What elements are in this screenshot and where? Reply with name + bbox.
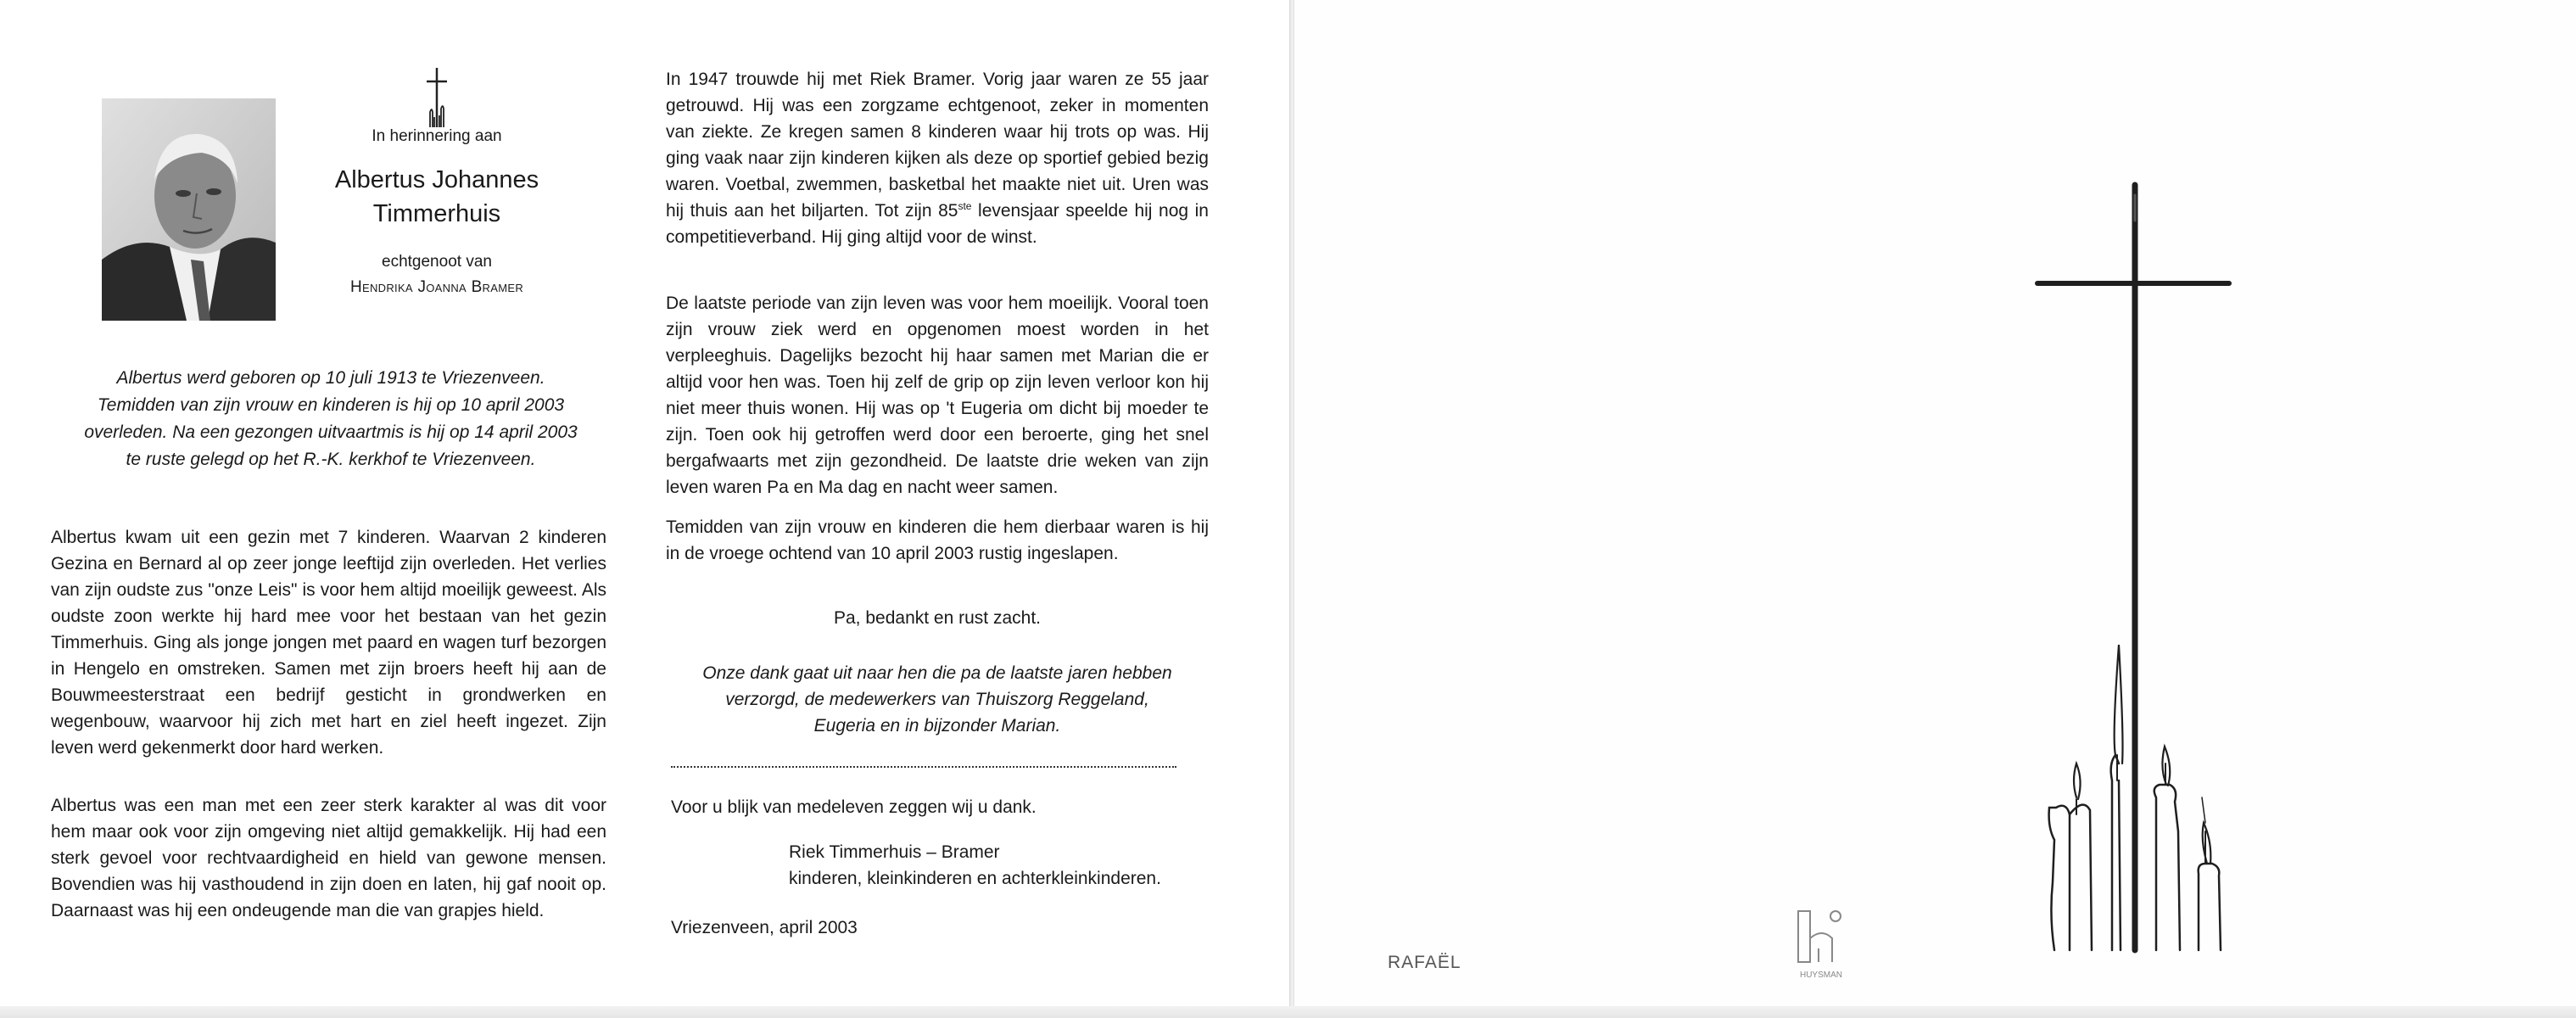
intro-line: Temidden van zijn vrouw en kinderen is hij op 10 april 2003	[97, 395, 565, 415]
left-column	[42, 0, 606, 1001]
card-bottom-edge	[0, 1006, 2576, 1018]
gratitude-italic	[679, 660, 1196, 739]
biography-paragraph-3	[666, 66, 1209, 250]
portrait-photo	[102, 98, 276, 321]
sympathy-thanks: Voor u blijk van medeleven zeggen wij u dank.	[671, 797, 1037, 817]
intro-italic	[59, 365, 602, 473]
paragraph-text-part: In 1947 trouwde hij met Riek Bramer. Vorig jaar waren ze 55 jaar getrouwd. Hij was een zorgzame echtgenoot, zeker in momenten van ziekte. Ze kregen samen 8 kinderen waar hij trots op was. Hij ging vaak naar zijn kinderen kijken als deze op sportief gebied bezig waren. Voetbal, zwemmen, basketbal het maakte niet uit. Uren was hij thuis aan het biljarten. Tot zijn 85	[666, 70, 1209, 221]
cross-and-candles-illustration	[2024, 170, 2244, 959]
gratitude-line: verzorgd, de medewerkers van Thuiszorg Reggeland,	[725, 690, 1149, 709]
spouse-label: echtgenoot van	[382, 253, 492, 271]
deceased-name-line1: Albertus Johannes	[334, 166, 539, 193]
ordinal-suffix: ste	[958, 200, 972, 212]
spouse-name: Hendrika Joanna Bramer	[349, 278, 524, 296]
signer-line: kinderen, kleinkinderen en achterkleinkinderen.	[789, 869, 1161, 888]
family-signature	[789, 839, 1161, 892]
cross-icon	[420, 68, 454, 129]
paragraph-text: Albertus kwam uit een gezin met 7 kinderen. Waarvan 2 kinderen Gezina en Bernard al op zeer jonge leeftijd zijn overleden. Het verlies van zijn oudste zus "onze Leis" is voor hem altijd moeilijk geweest. Als oudste zoon werkte hij hard mee voor het bestaan van het gezin Timmerhuis. Ging als jonge jongen met paard en wagen turf bezorgen in Hengelo en omstreken. Samen met zijn broers heeft hij aan de Bouwmeesterstraat een bedrijf gesticht in grondwerken en wegenbouw, waarvoor hij zich met hart en ziel heeft ingezet. Zijn leven werd gekenmerkt door hard werken.	[51, 528, 606, 758]
intro-line: Albertus werd geboren op 10 juli 1913 te Vriezenveen.	[116, 368, 545, 388]
farewell-line: Pa, bedankt en rust zacht.	[834, 608, 1041, 628]
dotted-divider	[671, 766, 1176, 768]
intro-line: overleden. Na een gezongen uitvaartmis is hij op 14 april 2003	[84, 422, 578, 442]
deceased-name-line2: Timmerhuis	[372, 200, 501, 227]
right-column	[666, 0, 1209, 1001]
biography-paragraph-1	[51, 524, 606, 761]
gratitude-line: Eugeria en in bijzonder Marian.	[813, 716, 1061, 736]
gratitude-line: Onze dank gaat uit naar hen die pa de laatste jaren hebben	[702, 663, 1172, 683]
biography-paragraph-2	[51, 792, 606, 924]
back-cover	[1294, 0, 2576, 1018]
artist-signature: RAFAËL	[1388, 953, 1461, 972]
paragraph-text: Albertus was een man met een zeer sterk karakter al was dit voor hem maar ook voor zijn omgeving niet altijd gemakkelijk. Hij had een sterk gevoel voor rechtvaardigheid en hield van gewone mensen. Bovendien was hij vasthoudend in zijn doen en laten, hij gaf nooit op. Daarnaast was hij een ondeugende man die van grapjes hield.	[51, 796, 606, 920]
signer-line: Riek Timmerhuis – Bramer	[789, 842, 1000, 862]
biography-paragraph-5	[666, 514, 1209, 567]
paragraph-text-part: levensjaar speelde hij nog in competitieverband. Hij ging altijd voor de winst.	[666, 201, 1209, 247]
paragraph-text: De laatste periode van zijn leven was voor hem moeilijk. Vooral toen zijn vrouw ziek werd en opgenomen moest worden in het verpleeghuis. Dagelijks bezocht hij haar samen met Marian die er altijd voor hen was. Toen hij zelf de grip op zijn leven verloor kon hij niet meer thuis wonen. Hij was op 't Eugeria om dicht bij moeder te zijn. Toen ook hij getroffen werd door een beroerte, ging het snel bergafwaarts met zijn gezondheid. De laatste drie weken van zijn leven waren Pa en Ma dag en nacht weer samen.	[666, 294, 1209, 497]
header-block	[305, 127, 568, 297]
publisher-logo-icon	[1793, 904, 1849, 984]
remembrance-text: In herinnering aan	[372, 127, 502, 145]
paragraph-text: Temidden van zijn vrouw en kinderen die hem dierbaar waren is hij in de vroege ochtend van 10 april 2003 rustig ingeslapen.	[666, 517, 1209, 563]
paragraph-text	[666, 66, 1209, 250]
intro-line: te ruste gelegd op het R.-K. kerkhof te Vriezenveen.	[126, 450, 536, 469]
deceased-name	[305, 163, 568, 231]
publisher-logo-text: HUYSMAN	[1799, 970, 1843, 980]
portrait-image	[102, 98, 276, 321]
place-date: Vriezenveen, april 2003	[671, 918, 858, 937]
biography-paragraph-4	[666, 290, 1209, 501]
